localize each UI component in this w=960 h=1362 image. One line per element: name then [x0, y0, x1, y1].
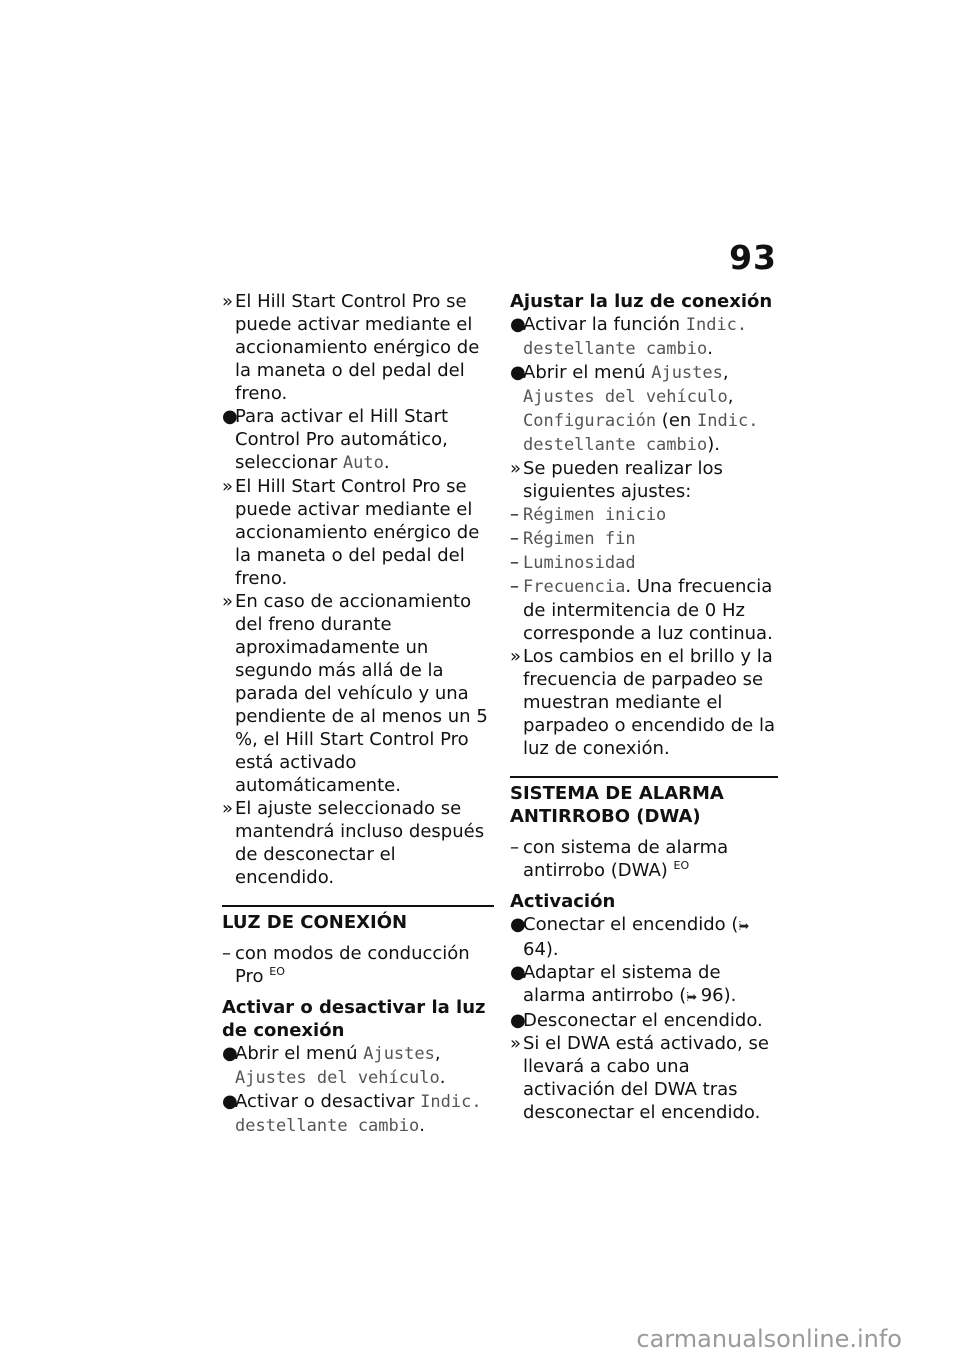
item-text: Una frecuencia de intermitencia de 0 Hz corresponde a luz continua. — [523, 576, 773, 644]
dash-item — [510, 503, 778, 527]
dash-item: – Frecuencia. Una frecuencia de intermitencia de 0 Hz corresponde a luz continua. — [510, 576, 773, 644]
item-text: El Hill Start Control Pro se puede activar mediante el accionamiento enérgico de la maneta o del pedal del freno. — [235, 476, 480, 589]
bullet-marker: ● — [510, 962, 526, 983]
menu-code: Ajustes — [363, 1044, 435, 1064]
dash-item — [510, 527, 778, 551]
result-marker: » — [510, 646, 522, 667]
section-title-luz-conexion: LUZ DE CONEXIÓN — [222, 905, 494, 934]
dash-item — [510, 551, 778, 575]
menu-code: Indic. destellante cambio — [235, 1092, 482, 1136]
reference-arrow-icon: ⦙➡ — [686, 990, 695, 1004]
menu-option-code: Auto — [342, 453, 384, 473]
bullet-item: ● Abrir el menú Ajustes, Ajustes del vehículo. — [222, 1043, 446, 1088]
item-text: El Hill Start Control Pro se puede activar mediante el accionamiento enérgico de la maneta o del pedal del freno. — [235, 291, 480, 404]
menu-code: Indic. destellante cambio — [523, 411, 759, 455]
left-column — [222, 290, 494, 1138]
bullet-marker: ● — [510, 362, 526, 383]
result-marker: » — [510, 458, 522, 479]
bullet-item: ● Abrir el menú Ajustes, Ajustes del vehículo, Configuración (en Indic. destellante cambio). — [510, 362, 759, 455]
dash-marker: – — [510, 504, 519, 525]
item-text: Si el DWA está activado, se llevará a cabo una activación del DWA tras desconectar el encendido. — [523, 1033, 769, 1123]
watermark: carmanualsonline.info — [636, 1325, 902, 1353]
bullet-item: ● Activar la función Indic. destellante cambio. — [510, 314, 748, 359]
result-item — [510, 1032, 778, 1124]
menu-code: Ajustes del vehículo — [235, 1068, 440, 1088]
item-text: Desconectar el encendido. — [523, 1010, 763, 1031]
page-number: 93 — [729, 238, 777, 277]
subheading-activar-luz: Activar o desactivar la luz de conexión — [222, 997, 486, 1041]
item-text: Activar o desactivar — [235, 1091, 415, 1112]
item-text: Conectar el encendido — [523, 914, 726, 935]
result-item — [222, 290, 494, 405]
reference-arrow-icon: ⦙➡ — [738, 919, 748, 933]
bullet-marker: ● — [222, 1043, 238, 1064]
dash-marker: – — [510, 576, 519, 597]
bullet-marker: ● — [510, 1010, 526, 1031]
right-column — [510, 290, 778, 1124]
bullet-item: ● Activar o desactivar Indic. destellante cambio. — [222, 1091, 482, 1136]
bullet-item — [510, 1009, 778, 1032]
result-marker: » — [222, 798, 234, 819]
item-text: En caso de accionamiento del freno durante aproximadamente un segundo más allá de la parada del vehículo y una pendiente de al menos un 5 %, el Hill Start Control Pro está activado automáticamente. — [235, 591, 488, 796]
result-marker: » — [510, 1033, 522, 1054]
item-text: con sistema de alarma antirrobo (DWA) — [523, 837, 729, 881]
menu-code: Ajustes — [651, 363, 723, 383]
dash-item — [510, 836, 778, 882]
item-text: con modos de conducción Pro — [235, 943, 470, 987]
dash-marker: – — [510, 837, 519, 858]
result-item — [510, 457, 778, 503]
bullet-item: ● Para activar el Hill Start Control Pro automático, seleccionar Auto. — [222, 406, 449, 473]
optional-equipment-badge: EO — [673, 859, 690, 872]
optional-equipment-badge: EO — [269, 965, 285, 978]
item-text: Abrir el menú — [235, 1043, 358, 1064]
section-title-dwa: SISTEMA DE ALARMA ANTIRROBO (DWA) — [510, 776, 778, 828]
result-marker: » — [222, 591, 234, 612]
bullet-item: ● Adaptar el sistema de alarma antirrobo (⦙➡ 96). — [510, 961, 778, 1009]
bullet-marker: ● — [510, 314, 526, 335]
dash-marker: – — [510, 528, 519, 549]
menu-code: Indic. destellante cambio — [523, 315, 748, 359]
menu-code: Ajustes del vehículo — [523, 387, 728, 407]
bullet-marker: ● — [510, 914, 526, 935]
result-marker: » — [222, 476, 234, 497]
item-text: Los cambios en el brillo y la frecuencia de parpadeo se muestran mediante el parpadeo o encendido de la luz de conexión. — [523, 646, 775, 759]
dash-marker: – — [222, 943, 231, 964]
result-item — [222, 475, 494, 590]
subheading-ajustar-luz: Ajustar la luz de conexión — [510, 291, 773, 312]
page-reference[interactable]: 96 — [700, 985, 724, 1006]
item-text: (en — [661, 410, 692, 431]
bullet-item: ● Conectar el encendido (⦙➡ 64). — [510, 914, 748, 960]
setting-code: Luminosidad — [523, 553, 636, 573]
item-text: Abrir el menú — [523, 362, 646, 383]
result-item — [222, 797, 494, 889]
bullet-marker: ● — [222, 406, 238, 427]
dash-marker: – — [510, 552, 519, 573]
setting-code: Frecuencia — [523, 577, 626, 597]
item-text: Activar la función — [523, 314, 680, 335]
page-reference[interactable]: 64 — [523, 939, 546, 960]
bullet-marker: ● — [222, 1091, 238, 1112]
result-item — [510, 645, 778, 760]
result-marker: » — [222, 291, 234, 312]
item-text: El ajuste seleccionado se mantendrá incluso después de desconectar el encendido. — [235, 798, 485, 888]
result-item — [222, 590, 494, 797]
setting-code: Régimen fin — [523, 529, 636, 549]
menu-code: Configuración — [523, 411, 657, 431]
item-text: Para activar el Hill Start Control Pro automático, seleccionar — [235, 406, 449, 473]
item-text: Adaptar el sistema de alarma antirrobo — [523, 962, 721, 1006]
dash-item — [222, 942, 494, 988]
item-text: Se pueden realizar los siguientes ajustes: — [523, 458, 723, 502]
subheading-activacion: Activación — [510, 891, 616, 912]
setting-code: Régimen inicio — [523, 505, 667, 525]
